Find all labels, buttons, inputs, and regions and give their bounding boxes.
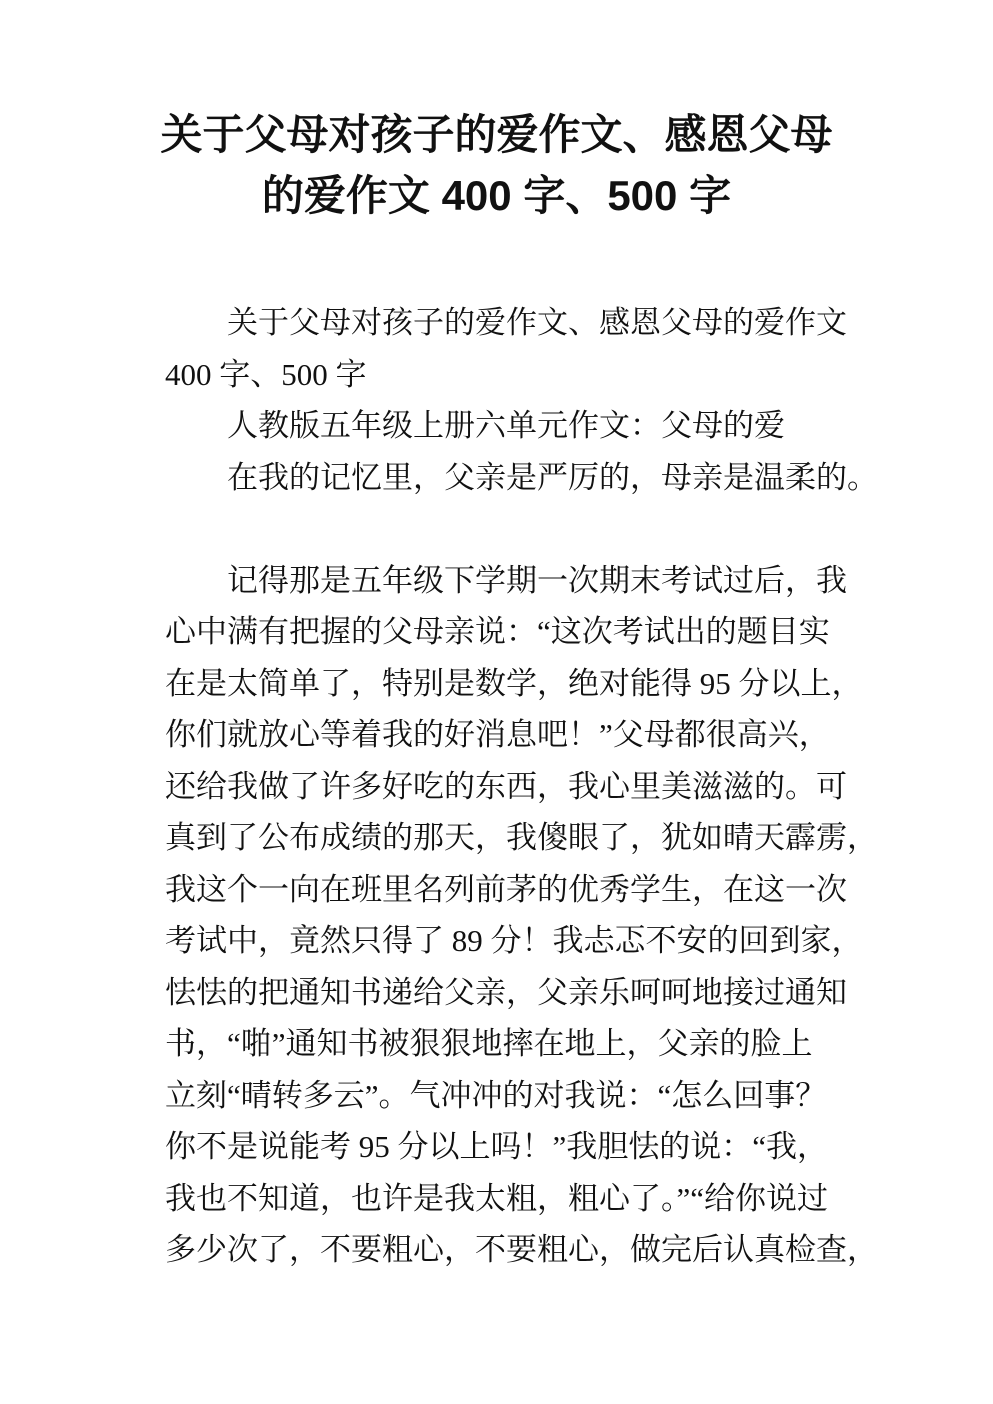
body-text xyxy=(0,297,993,1276)
document-title xyxy=(0,0,993,226)
text-line: 真到了公布成绩的那天，我傻眼了，犹如晴天霹雳， xyxy=(165,820,878,855)
text-line: 立刻“晴转多云”。气冲冲的对我说：“怎么回事？ xyxy=(165,1077,827,1113)
text-line: 你不是说能考 95 分以上吗！”我胆怯的说：“我， xyxy=(165,1129,829,1164)
text-line: 记得那是五年级下学期一次期末考试过后，我 xyxy=(227,562,847,598)
text-line: 在我的记忆里，父亲是严厉的，母亲是温柔的。 xyxy=(227,459,878,495)
text-line: 还给我做了许多好吃的东西，我心里美滋滋的。可 xyxy=(165,768,847,804)
text-line: 关于父母对孩子的爱作文、感恩父母的爱作文 xyxy=(227,305,847,340)
text-line: 多少次了，不要粗心，不要粗心，做完后认真检查， xyxy=(165,1232,878,1267)
text-line: 考试中，竟然只得了 89 分！我忐忑不安的回到家， xyxy=(165,923,863,958)
text-line: 我也不知道，也许是我太粗，粗心了。”“给你说过 xyxy=(165,1180,829,1216)
text-line: 人教版五年级上册六单元作文：父母的爱 xyxy=(227,408,785,443)
blank-line xyxy=(0,503,993,555)
title-line-1: 关于父母对孩子的爱作文、感恩父母 xyxy=(160,111,833,158)
text-line: 心中满有把握的父母亲说：“这次考试出的题目实 xyxy=(165,614,830,649)
text-line: 我这个一向在班里名列前茅的优秀学生，在这一次 xyxy=(165,871,847,907)
text-line: 400 字、500 字 xyxy=(165,356,367,392)
text-line: 在是太简单了，特别是数学，绝对能得 95 分以上， xyxy=(165,665,863,701)
title-line-2: 的爱作文 400 字、500 字 xyxy=(261,172,732,219)
text-line: 怯怯的把通知书递给父亲，父亲乐呵呵地接过通知 xyxy=(165,974,847,1010)
text-line: 书，“啪”通知书被狠狠地摔在地上，父亲的脸上 xyxy=(165,1026,813,1061)
text-line: 你们就放心等着我的好消息吧！”父母都很高兴， xyxy=(165,717,830,752)
